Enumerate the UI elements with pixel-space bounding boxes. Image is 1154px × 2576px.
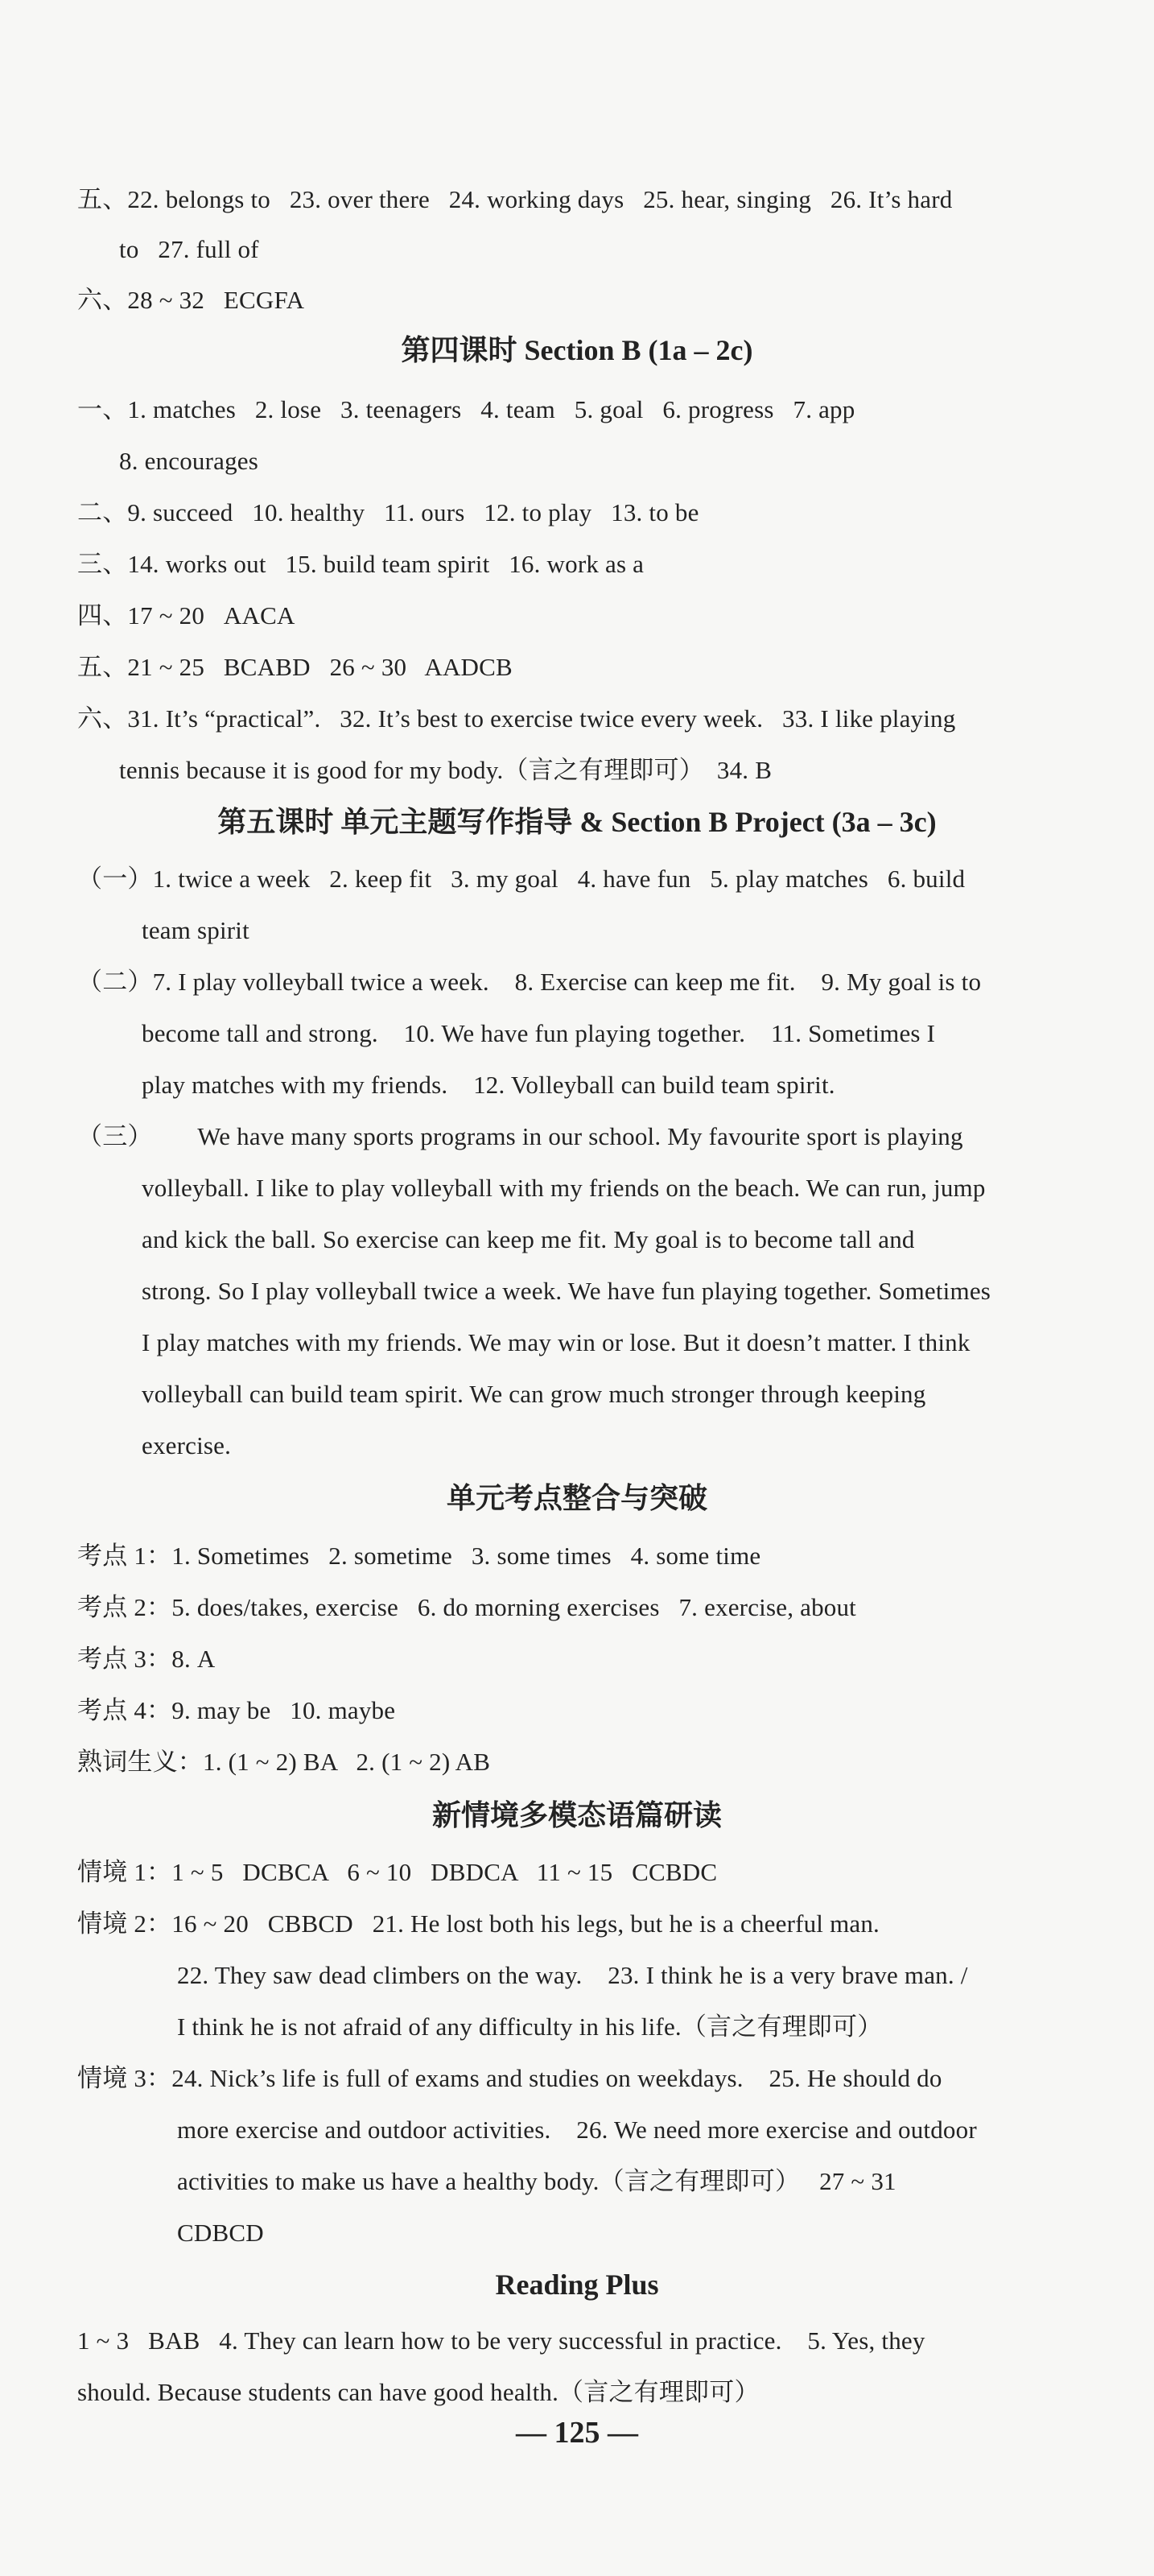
answer-line: should. Because students can have good health.（言之有理即可） <box>77 2378 760 2406</box>
answer-line: 22. They saw dead climbers on the way. 23. I think he is a very brave man. / <box>177 1961 968 1989</box>
answer-line: become tall and strong. 10. We have fun playing together. 11. Sometimes I <box>142 1019 936 1047</box>
answer-line: 考点 1：1. Sometimes 2. sometime 3. some times 4. some time <box>77 1542 761 1570</box>
answer-line: 情境 2：16 ~ 20 CBBCD 21. He lost both his legs, but he is a cheerful man. <box>77 1909 880 1938</box>
answer-line: 五、21 ~ 25 BCABD 26 ~ 30 AADCB <box>77 653 513 681</box>
answer-line: team spirit <box>142 916 249 944</box>
page-number: — 125 — <box>516 2416 638 2450</box>
essay-line: （三） We have many sports programs in our school. My favourite sport is playing <box>77 1122 963 1150</box>
section-title-lesson5: 第五课时 单元主题写作指导 & Section B Project (3a – 3c) <box>217 806 937 838</box>
essay-line: and kick the ball. So exercise can keep me fit. My goal is to become tall and <box>142 1225 915 1253</box>
essay-line: I play matches with my friends. We may win or lose. But it doesn’t matter. I think <box>142 1328 971 1356</box>
section-title-reading: 新情境多模态语篇研读 <box>431 1799 722 1831</box>
answer-line: 8. encourages <box>119 447 259 475</box>
answer-line: I think he is not afraid of any difficulty in his life.（言之有理即可） <box>177 2013 883 2041</box>
answer-line: play matches with my friends. 12. Volleyball can build team spirit. <box>142 1071 835 1099</box>
answer-line: 1 ~ 3 BAB 4. They can learn how to be very successful in practice. 5. Yes, they <box>77 2326 925 2355</box>
essay-line: volleyball. I like to play volleyball with my friends on the beach. We can run, jump <box>142 1174 986 1202</box>
answer-line: 二、9. succeed 10. healthy 11. ours 12. to play 13. to be <box>77 498 699 526</box>
answer-line: tennis because it is good for my body.（言之有理即可） 34. B <box>119 756 773 784</box>
section-title-integration: 单元考点整合与突破 <box>446 1482 707 1514</box>
essay-line: strong. So I play volleyball twice a week. We have fun playing together. Sometimes <box>142 1277 991 1305</box>
answer-line: 考点 4：9. may be 10. maybe <box>77 1696 396 1724</box>
answer-line: 一、1. matches 2. lose 3. teenagers 4. team 5. goal 6. progress 7. app <box>77 395 855 423</box>
answer-line: more exercise and outdoor activities. 26. We need more exercise and outdoor <box>177 2116 977 2144</box>
answer-line: 三、14. works out 15. build team spirit 16. work as a <box>77 550 645 578</box>
answer-line: activities to make us have a healthy body.（言之有理即可） 27 ~ 31 <box>177 2167 896 2195</box>
answer-line: 六、28 ~ 32 ECGFA <box>77 286 305 314</box>
answer-line: 六、31. It’s “practical”. 32. It’s best to exercise twice every week. 33. I like playing <box>77 704 956 733</box>
answer-line: CDBCD <box>177 2219 264 2247</box>
answer-line: to 27. full of <box>119 235 259 263</box>
answer-line: （二）7. I play volleyball twice a week. 8. Exercise can keep me fit. 9. My goal is to <box>77 968 982 996</box>
answer-line: 情境 1：1 ~ 5 DCBCA 6 ~ 10 DBDCA 11 ~ 15 CCBDC <box>77 1858 718 1886</box>
section-title-reading-plus: Reading Plus <box>495 2268 659 2301</box>
essay-line: volleyball can build team spirit. We can grow much stronger through keeping <box>142 1380 926 1408</box>
answer-line: 熟词生义：1. (1 ~ 2) BA 2. (1 ~ 2) AB <box>77 1748 491 1776</box>
essay-line: exercise. <box>142 1431 232 1459</box>
section-title-lesson4: 第四课时 Section B (1a – 2c) <box>401 334 753 366</box>
answer-line: 考点 2：5. does/takes, exercise 6. do morning exercises 7. exercise, about <box>77 1593 856 1621</box>
answer-line: 四、17 ~ 20 AACA <box>77 601 295 630</box>
answer-line: （一）1. twice a week 2. keep fit 3. my goal 4. have fun 5. play matches 6. build <box>77 865 966 893</box>
answer-line: 考点 3：8. A <box>77 1645 216 1673</box>
answer-line: 五、22. belongs to 23. over there 24. working days 25. hear, singing 26. It’s hard <box>77 185 953 213</box>
answer-line: 情境 3：24. Nick’s life is full of exams and studies on weekdays. 25. He should do <box>77 2064 942 2092</box>
